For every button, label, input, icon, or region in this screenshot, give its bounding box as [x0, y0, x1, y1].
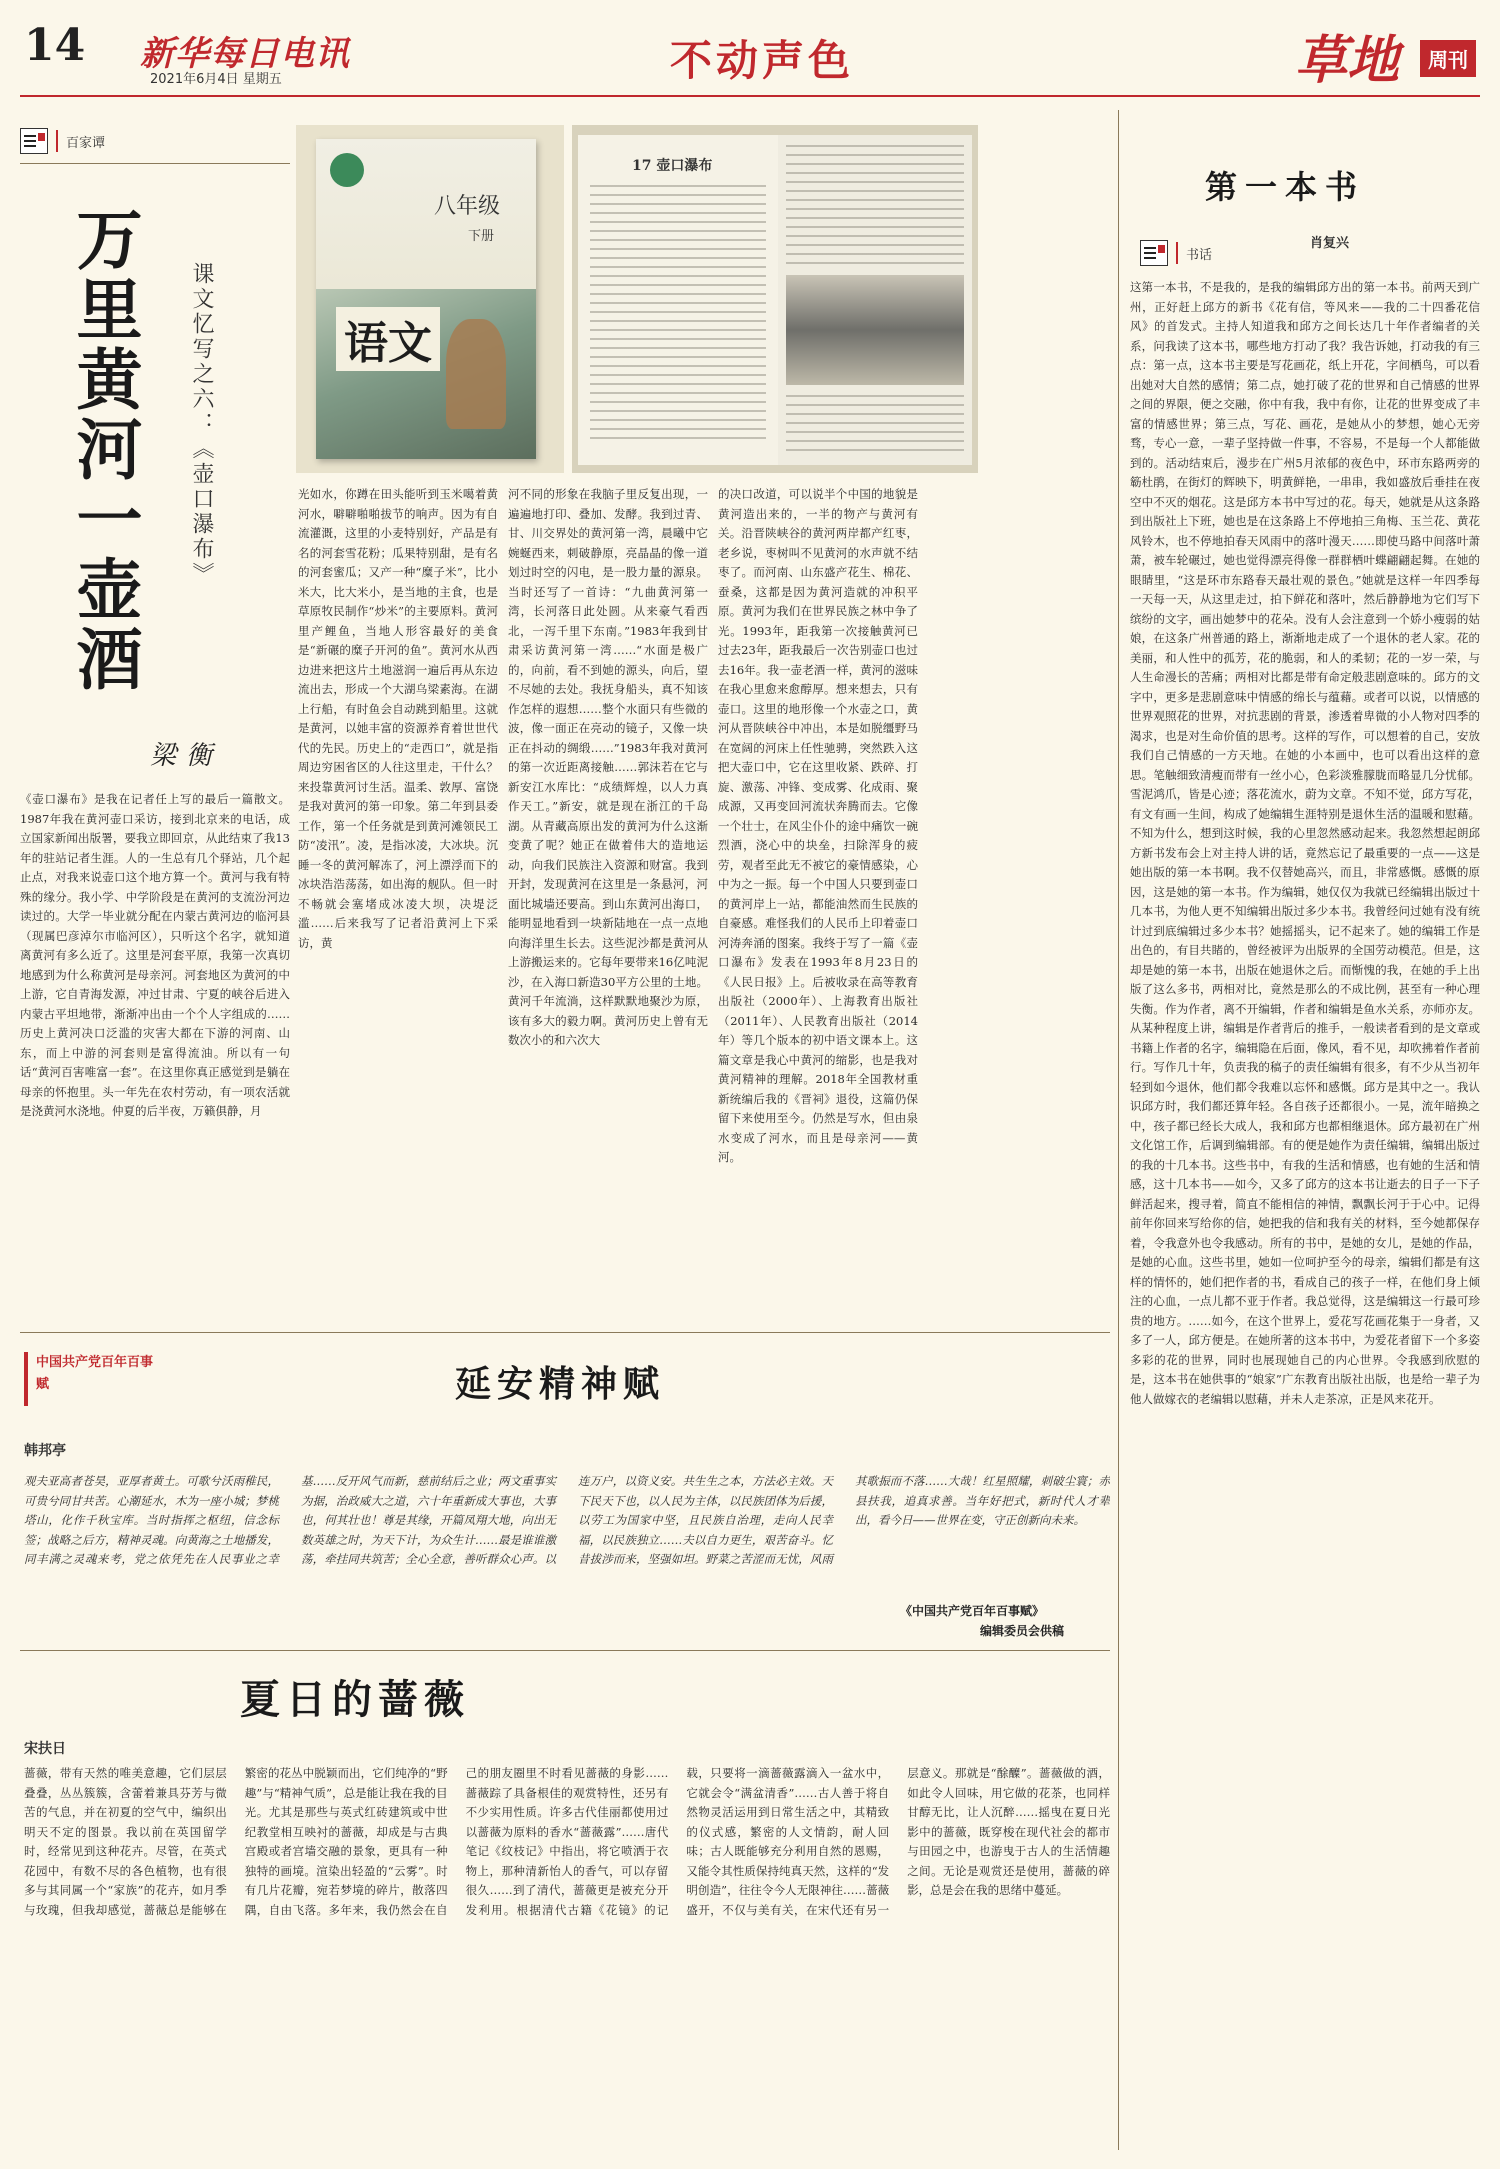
paper-name: 新华每日电讯	[140, 34, 350, 74]
article3-signoff-org: 《中国共产党百年百事赋》	[900, 1604, 1045, 1618]
cover-title: 语文	[336, 307, 440, 371]
column-tag-label: 百家谭	[66, 135, 106, 151]
cover-volume: 下册	[468, 229, 495, 244]
textbook-page-photo	[572, 125, 978, 473]
series-badge	[24, 1352, 166, 1406]
cover-grade: 八年级	[434, 194, 501, 219]
article1-col-2: 光如水，你蹲在田头能听到玉米噶着黄河水，噼噼啪啪拔节的响声。因为有自流灌溉，这里的小麦特别好，产品是有名的河套雪花粉；瓜果特别甜，是有名的河套蜜瓜；又产一种“糜子米”，比小米大，比大米小，是当地的主食，也是草原牧民制作“炒米”的主要原料。黄河里产鲤鱼，当地人形容最好的美食是“新碾的糜子开河的鱼”。黄河水从西边进来把这片土地滋润一遍后再从东边流出去，形成一个大湖乌梁素海。在湖上行船，有时鱼会自动跳到船里。这就是黄河，以她丰富的资源养育着世世代代的先民。历史上的“走西口”，就是指周边穷困省区的人往这里走，干什么？来投靠黄河讨生活。温柔、敦厚、富饶是我对黄河的第一印象。第二年到县委工作，第一个任务就是到黄河滩领民工防“凌汛”。凌，是指冰凌，大冰块。沉睡一冬的黄河解冻了，河上漂浮而下的冰块浩浩荡荡，如出海的舰队。但一时不畅就会塞堵成冰凌大坝，决堤泛滥……后来我写了记者沿黄河上下采访，黄	[298, 487, 498, 950]
page-number: 14	[24, 20, 86, 71]
article1-author: 梁衡	[150, 741, 223, 771]
article4-body: 蔷薇，带有天然的唯美意趣，它们层层叠叠，丛丛簇簇，含蕾着兼具芬芳与微苦的气息，并在初夏的空气中，编织出明天不定的图景。我以前在英国留学时，经常见到这种花卉。尽管，在英式花园中，有数不尽的各色植物，也有很多与其同属一个“家族”的花卉，如月季与玫瑰，但我却感觉，蔷薇总是能够在繁密的花丛中脱颖而出，它们纯净的“野趣”与“精神气质”，总是能让我在我的目光。尤其是那些与英式红砖建筑或中世纪教堂相互映衬的蔷薇，却成是与古典宫殿或者宫墙交融的景象，更具有一种独特的画境。渲染出轻盈的“云雾”。时有几片花瓣，宛若梦境的碎片，散落四隅，自由飞落。多年来，我仍然会在自己的朋友圈里不时看见蔷薇的身影……蔷薇踪了具备根佳的观赏特性，还另有不少实用性质。许多古代佳丽都使用过以蔷薇为原料的香水“蔷薇露”……唐代笔记《纹枝记》中指出，将它喷洒于衣物上，那种清新怡人的香气，可以存留很久……到了清代，蔷薇更是被充分开发利用。根据清代古籍《花镜》的记载，只要将一滴蔷薇露滴入一盆水中，它就会令“满盆清香”……古人善于将自然物灵活运用到日常生活之中，其精致的仪式感，繁密的人文情韵，耐人回味；古人既能够充分利用自然的恩赐，又能令其性质保持纯真天然，这样的“发明创造”，往往令今人无限神往……蔷薇盛开，不仅与美有关，在宋代还有另一层意义。那就是“酴醾”。蔷薇做的酒，如此令人回味，用它做的花茶，也同样甘醇无比，让人沉醉……摇曳在夏日光影中的蔷薇，既穿梭在现代社会的都市与田园之中，也游曳于古人的生活情趣之间。无论是观赏还是使用，蔷薇的碎影，总是会在我的思绪中蔓延。	[24, 1766, 1110, 1917]
series-badge-label: 中国共产党百年百事赋	[36, 1355, 154, 1392]
article1-title: 万里黄河一壶酒	[65, 205, 143, 695]
issue-date: 2021年6月4日 星期五	[150, 72, 282, 87]
article1-col-4: 的决口改道，可以说半个中国的地貌是黄河造出来的，一半的物产与黄河有关。沿晋陕峡谷的黄河两岸都产红枣，老乡说，枣树叫不见黄河的水声就不结枣了。而河南、山东盛产花生、棉花、蚕桑，这都是因为黄河造就的冲积平原。黄河为我们在世界民族之林中争了光。1993年，距我第一次接触黄河已过去23年，距我最后一次告别壶口也过去16年。我一壶老酒一样，黄河的滋味在我心里愈来愈醇厚。想来想去，只有壶口。这里的地形像一个水壶之口，黄河从晋陕峡谷中冲出，本是如脱缰野马在宽阔的河床上任性驰骋，突然跌入这把大壶口中，它在这里收紧、跌碎、打旋、激荡、冲锋、变成雾、化成雨、聚成源，又再变回河流状奔腾而去。它像一个壮士，在风尘仆仆的途中痛饮一碗烈酒，浇心中的块垒，扫除浑身的疲劳，观者至此无不被它的豪情感染，心中为之一振。每一个中国人只要到壶口的黄河岸上一站，都能油然而生民族的自豪感。难怪我们的人民币上印着壶口河涛奔涌的图案。我终于写了一篇《壶口瀑布》发表在1993年8月23日的《人民日报》上。后被收录在高等教育出版社（2000年）、上海教育出版社（2011年）、人民教育出版社（2014年）等几个版本的初中语文课本上。这篇文章是我心中黄河的缩影，也是我对黄河精神的理解。2018年全国教材重新统编后我的《晋祠》退役，这篇仍保留下来使用至今。仍然是写水，但由泉水变成了河水，而且是母亲河——黄河。	[718, 487, 918, 1164]
textbook-cover-photo	[296, 125, 564, 473]
article1-col-1: 《壶口瀑布》是我在记者任上写的最后一篇散文。1987年我在黄河壶口采访，接到北京来的电话，成立国家新闻出版署，要我立即回京，从此结束了我13年的驻站记者生涯。人的一生总有几个驿站，几个起止点，对我来说壶口这个地方算一个。黄河与我有特殊的缘分。我小学、中学阶段是在黄河的支流汾河边读过的。大学一毕业就分配在内蒙古黄河边的临河县（现属巴彦淖尔市临河区），只听这个名字，就知道离黄河有多么近了。这里是河套平原，我第一次真切地感到为什么称黄河是母亲河。河套地区为黄河的中上游，它自青海发源，冲过甘肃、宁夏的峡谷后进入内蒙古平坦地带，渐渐冲出由一个个人字组成的……历史上黄河决口泛滥的灾害大都在下游的河南、山东，而上中游的河套则是富得流油。所以有一句话“黄河百害唯富一套”。在这里你真正感觉到是躺在母亲的怀抱里。头一年先在农村劳动，有一项农活就是浇黄河水浇地。仲夏的后半夜，万籁俱静，月	[20, 792, 290, 1118]
lesson-title: 17 壶口瀑布	[632, 158, 713, 174]
column-tag-baijiatan	[20, 128, 105, 154]
article4-title: 夏日的蔷薇	[240, 1676, 470, 1723]
caodi-logo-icon	[20, 128, 48, 154]
article4-author: 宋扶日	[24, 1741, 66, 1757]
column-tag-label-2: 书话	[1186, 247, 1213, 263]
supplement-suffix: 周刊	[1420, 40, 1476, 77]
masthead-rule	[20, 95, 1480, 97]
page-slogan: 不动声色	[669, 36, 854, 85]
cover-badge-icon	[330, 153, 364, 187]
article2-title: 第一本书	[1205, 168, 1366, 206]
article3-body: 观夫亚高者苍昊，亚厚者黄土。可歌兮沃雨稚民，可贵兮同甘共苦。心潮延水，木为一座小城；梦桃塔山，化作千秋宝库。当时指挥之枢纽，信念标签；战略之后方，精神灵魂。向黄海之土地播发，同丰满之灵魂来考，党之依凭先在人民事业之幸基……反开风气而新，慈前结后之业；两文重事实为据，治政威大之道，六十年重新成大事也，大事也，何其壮也！尊是其缘，开篇凤翔大地，向出无数英雄之时，为天下计，为众生计……最是谁谁激荡，牵挂同共筑苦；全心全意，善听群众心声。以连万户，以资义安。共生生之本，方法必主效。天下民天下也，以人民为主体，以民族团体为后援，以劳工为国家中坚，且民族自治理，走向人民幸福，以民族独立……夫以自力更生，艰苦奋斗。忆昔拔涉而来，坚强如坦。野菜之苦涩而无忧，风雨其歌振而不落……大哉！红星照耀，刺破尘寰；赤县扶我，追真求善。当年好把式，新时代人才辈出，看今日——世界在变，守正创新向未来。	[24, 1474, 1110, 1566]
article1-col-3: 河不同的形象在我脑子里反复出现，一遍遍地打印、叠加、发酵。我到过青、甘、川交界处的黄河第一湾，晨曦中它婉蜒西来，刺破静原，亮晶晶的像一道划过时空的闪电，是一股力量的源泉。当时还写了一首诗：“九曲黄河第一湾，长河落日此处圆。从来豪气看西北，一泻千里下东南。”1983年我到甘肃采访黄河第一湾……“水面是极广的，向前，看不到她的源头，向后，望不尽她的去处。我抚身船头，真不知该作怎样的遐想……整个水面只有些微的波，像一面正在亮动的镜子，又像一块正在抖动的绸缎……”1983年我对黄河的第一次近距离接触……郭沫若在它与新安江水库比：“成绩辉煌，以人力真作天工。”新安，就是现在浙江的千岛湖。从青藏高原出发的黄河为什么这渐变黄了呢？她正在做着伟大的造地运动，向我们民族注入资源和财富。我到开封，发现黄河在这里是一条悬河，河面比城墙还要高。到山东黄河出海口，能明显地看到一块新陆地在一点一点地向海洋里生长去。这些泥沙都是黄河从上游搬运来的。它每年要带来16亿吨泥沙，在入海口新造30平方公里的土地。黄河千年流淌，这样默默地聚沙为原，该有多大的毅力啊。黄河历史上曾有无数次小的和六次大	[508, 487, 708, 1047]
cover-figure-art	[446, 319, 506, 429]
article2-author: 肖复兴	[1310, 236, 1350, 251]
article3-title: 延安精神赋	[454, 1363, 665, 1405]
article1-col-5	[928, 485, 1110, 1320]
article3-signoff-team: 编辑委员会供稿	[980, 1624, 1065, 1638]
column-tag-shuhua	[1140, 240, 1212, 266]
article2-body: 这第一本书，不是我的，是我的编辑邱方出的第一本书。前两天到广州，正好赶上邱方的新书《花有信，等风来——我的二十四番花信风》的首发式。主持人知道我和邱方之间长达几十年作者编者的关系，问我读了这本书，哪些地方打动了我？我告诉她，打动我的有三点：第一点，这本书主要是写花画花，纸上开花，字间栖鸟，可以看出她对大自然的感情；第二点，她打破了花的世界和自己情感的世界之间的界限，便之交融，你中有我，我中有你，让花的世界变成了丰富的情感世界；第三点，写花、画花，是她从小的梦想，她心无旁骛，专心一意，一辈子坚持做一件事，不容易，不是每一个人都能做到的。活动结束后，漫步在广州5月浓郁的夜色中，环市东路两旁的簕杜鹃，在街灯的辉映下，明黄鲜艳，一串串，我如盛放后垂挂在夜空中不灭的烟花。这是邱方本书中写过的花。每天，她就是从这条路到出版社上下班，她也是在这条路上不停地拍三角梅、玉兰花、黄花风铃木，也不停地拍春天风雨中的落叶漫天……即使马路中间落叶萧萧，被车轮碾过，她也觉得漂亮得像一群群栖叶蝶翩翩起舞。在她的眼睛里，“这是环市东路春天最壮观的景色。”她就是这样一年四季每一天每一天，从这里走过，拍下鲜花和落叶，然后静静地为它们写下缤纷的文字，画出她梦中的花朵。没有人会注意到一个娇小瘦弱的姑娘，在这条广州普通的路上，渐渐地走成了一个退休的老人家。花的美丽，和人性中的孤芳，花的脆弱，和人的柔韧；花的一岁一荣，与人生命漫长的苦痛；两相对比都是带有命定般悲剧意味的。邱方的文字中，更多是悲剧意味中情感的绵长与蕴藉。或者可以说，以情感的世界观照花的世界，对抗悲剧的背景，渗透着卑微的小人物对四季的渴求，也是对生命价值的思考。这样的写作，可以想着的自己，安放我们自己情感的一方天地。在她的小本画中，也可以看出这样的意思。笔触细致清瘦而带有一丝小心，色彩淡雅朦胧而略显几分忧郁。雪泥鸿爪，皆是心迹；落花流水，蔚为文章。不知不觉，邱方写花，有文有画一生间，构成了她编辑生涯特别是退休生活的温暖和慰藉。不知为什么，想到这时候，我的心里忽然感动起来。我忽然想起朗邱方新书发布会上对主持人讲的话，竟然忘记了最重要的一点——这是她出版的第一本书啊。我不仅替她高兴，而且，非常感慨。感慨的原因，这是她的第一本书。作为编辑，她仅仅为我就已经编辑出版过十几本书，为他人更不知编辑出版过多少本书。我曾经问过她有没有统计过到底编辑过多少本书？她摇摇头，记不起来了。她的编辑工作是出色的，有目共睹的，曾经被评为出版界的全国劳动模范。但是，这却是她的第一本书，出版在她退休之后。而惭愧的我，在她的手上出版了这么多书，两相对比，竟然是那么的不成比例，甚至有一种心理失衡。作为作者，离不开编辑，作者和编辑是鱼水关系，亦师亦友。从某种程度上讲，编辑是作者背后的推手，一般读者看到的是文章或书籍上作者的名字，编辑隐在后面，像风，看不见，却吹拂着作者前行。写作几十年，负责我的稿子的责任编辑有很多，有不少从当初年轻到如今退休，他们都令我难以忘怀和感慨。邱方是其中之一。我认识邱方时，我们都还算年轻。各自孩子还都很小。一晃，流年暗换之中，孩子都已经长大成人，我和邱方也都相继退休。邱方最初在广州文化馆工作，后调到编辑部。有的便是她作为责任编辑，编辑出版过的我的十几本书。这些书中，有我的生活和情感，也有她的生活和情感，这十几本书——如今，又多了邱方的这本书让逝去的日子一下子鲜活起来，搜寻着，简直不能相信的神情，飘飘长河于于心中。记得前年你回来写给你的信，她把我的信和我有关的材料，至今她都保存着，令我意外也令我感动。所有的书中，是她的女儿，是她的作品，是她的心血。这些书里，她如一位呵护至今的母亲，编辑们都是有这样的情怀的，她们把作者的书，看成自己的孩子一样，在他们身上倾注的心血，一点儿都不亚于作者。我总觉得，这是编辑这一行最可珍贵的地方。……如今，在这个世界上，爱花写花画花集于一身者，又多了一人，邱方便是。在她所著的这本书中，为爱花者留下一个多姿多彩的花的世界，同时也展现她自己的内心世界。令我感到欣慰的是，这本书在她供事的“娘家”广东教育出版社出版，也是给一辈子为他人做嫁衣的老编辑以慰藉，并未人走茶凉，正是风来花开。	[1130, 280, 1480, 1406]
waterfall-painting	[786, 275, 964, 385]
supplement-name: 草地	[1295, 30, 1400, 91]
caodi-logo-icon-2	[1140, 240, 1168, 266]
article1-subtitle: 课文忆写之六：《壶口瀑布》	[189, 262, 214, 587]
article3-author: 韩邦亭	[24, 1443, 66, 1459]
masthead	[0, 0, 1500, 95]
